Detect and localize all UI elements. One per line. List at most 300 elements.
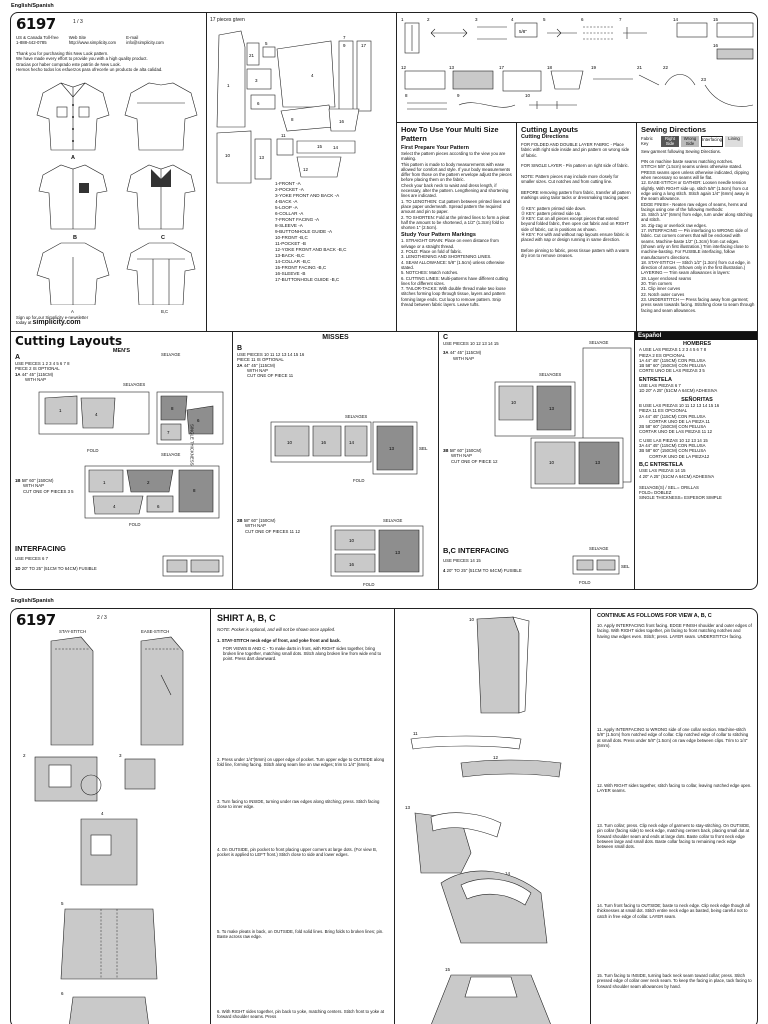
svg-text:10: 10 [549, 460, 555, 465]
svg-text:12: 12 [401, 65, 407, 70]
sewing-paragraph: 17. INTERFACING — Pin interfacing to WRONG side of fabric. Cut corners corners that will be enclosed with seams. Machine-baste 1/2" (1.3cm) from cut edges. (Shown only on first illustration.) Trim interfacing close to machine-basting. For FUSIBLE interfacing, follow manufacturer's directions. [641, 228, 749, 260]
thanks-en-2: We have made every effort to provide you with a high quality product. [16, 56, 148, 62]
step-2: 2. Press under 1/4"(6mm) on upper edge of pocket. Turn upper edge to OUTSIDE along fold line, forming facing. Stitch along seam line on raw edges; trim to 1/4" (6mm). [217, 757, 385, 768]
spanish-glossary: SELVAGE(S) / SEL.= ORILLAS [639, 484, 699, 490]
svg-text:6: 6 [157, 504, 160, 509]
misses-heading: MISSES [322, 334, 349, 341]
how-to-paragraph: 1. TO LENGTHEN: Cut pattern between printed lines and place paper underneath. Spread pattern the required amount and pin to paper. [401, 198, 510, 215]
spanish-line: 1B 58" 60" (150CM) CON PELUSA [639, 363, 707, 369]
layout-1b-nap: WITH NAP [23, 483, 45, 489]
svg-text:8: 8 [193, 488, 196, 493]
svg-text:4: 4 [95, 412, 98, 417]
sewing-paragraph: PRESS seams open unless otherwise indicated, clipping when necessary so seams will lie flat. [641, 169, 749, 181]
layout-2b-nap: WITH NAP [245, 523, 267, 529]
cutting-paragraph: ② KEY: pattern printed side Up. [521, 210, 582, 216]
step-6: 6. With RIGHT sides together, pin back to yoke, matching centers. Stitch front to yoke at forward shoulder seams. Press [217, 1009, 385, 1020]
layout-3b-width: 58" 60" (150CM) [449, 448, 482, 453]
svg-text:6: 6 [197, 418, 200, 423]
cutting-directions-text [521, 142, 632, 259]
svg-text:21: 21 [637, 65, 643, 70]
spanish-line: USE LAS PIEZAS 6 7 [639, 383, 681, 389]
shirt-view-c [127, 165, 195, 229]
svg-text:7: 7 [619, 17, 622, 22]
svg-text:21: 21 [249, 53, 255, 58]
bc-interfacing-heading: B,C INTERFACING [443, 546, 509, 555]
layout-3b-diagram [529, 436, 629, 494]
step-1-body: FOR VIEWS B AND C - To make darts in front, with RIGHT sides together, bring broken line together, matching small dots. Stitch along broken line from wide end to point. Press dart downward. [223, 645, 382, 662]
svg-text:6: 6 [257, 101, 260, 106]
svg-text:2: 2 [147, 480, 150, 485]
key-lining: Lining [725, 136, 743, 147]
svg-text:13: 13 [595, 460, 601, 465]
spanish-line: 4 20" A 25" (51CM A 64CM) ADHESIVA [639, 473, 715, 479]
svg-text:7: 7 [167, 430, 170, 435]
web-address[interactable]: http://www.simplicity.com [68, 40, 117, 46]
svg-text:9: 9 [457, 93, 460, 98]
fold-label: FOLD [363, 582, 375, 587]
cutting-paragraph: ① KEY: pattern printed side down. [521, 205, 587, 211]
layout-2b-width: 58" 60" (150CM) [243, 518, 276, 523]
mens-heading: MEN'S [112, 348, 131, 354]
cutting-paragraph: NOTE: Pattern pieces may include more closely for smaller sizes. Cut notches and from cutting line. [521, 173, 619, 185]
view-label-bc-back: B,C [161, 309, 169, 314]
layout-3a-number: 3A [443, 350, 449, 356]
svg-text:15: 15 [445, 967, 451, 972]
newsletter-line-1: Sign up for our Simplicity e-newsletter [16, 315, 89, 320]
pattern-pieces-column [207, 13, 397, 331]
svg-text:17: 17 [499, 65, 505, 70]
cutting-paragraph: FOR SINGLE LAYER - Pin pattern on right side of fabric. [521, 163, 629, 169]
step-12: 12. With RIGHT sides together, stitch facing to collar, leaving notched edge open. LAYER seams. [597, 783, 752, 794]
spanish-line: C USE LAS PIEZAS 10 12 13 14 15 [639, 437, 708, 443]
spanish-line: 2B 58" 60" (150CM) CON PELUSA [639, 424, 707, 430]
figure-1 [51, 637, 183, 745]
figure-12 [461, 760, 561, 777]
selvage-label: SELVAGE [161, 352, 181, 357]
sewing-paragraph: 16. Zig-zag or overlock raw edges. [641, 222, 707, 228]
symbols-diagram [397, 13, 758, 123]
how-to-paragraph: This pattern is made to body measurements with ease allowed for comfort and style. If your body measurements differ from those on the pattern envelope adjust the pieces before placing them on the fabric. [401, 161, 512, 183]
svg-text:19: 19 [591, 65, 597, 70]
view-label-a-back: A [71, 309, 74, 314]
phone-block [16, 35, 59, 46]
spanish-line: CORTAR UNO DE LA PIEZA 11 [649, 418, 710, 424]
spanish-line: CORTE UNO DE LAS PIEZAS 3 5 [639, 368, 705, 374]
spanish-line: 2A 44" 45" (115CM) CON PELUSA [639, 413, 706, 419]
piece-item: 6-COLLAR -A [275, 211, 304, 216]
spanish-line: 1A 44" 45" (115CM) CON PELUSA [639, 357, 706, 363]
piece-item: 1-FRONT -A [275, 181, 301, 186]
bc-interfacing-pieces: USE PIECES 14 15 [443, 558, 481, 563]
spanish-senoritas: SEÑORITAS [681, 396, 713, 403]
newsletter-line-2: today at [16, 320, 32, 326]
interfacing-pieces: USE PIECES 6 7 [15, 556, 48, 561]
svg-text:18: 18 [547, 65, 553, 70]
step-4: 4. On OUTSIDE, pin pocket to front placing upper corners at large dots. (For view B, pocket is applied to LEFT front.) Stitch close to side and lower edges. [217, 847, 378, 858]
marking-item: 2. FOLD: Place on fold of fabric. [401, 249, 463, 255]
svg-text:6: 6 [581, 17, 584, 22]
svg-text:12: 12 [303, 167, 309, 172]
sewing-directions-section [637, 123, 758, 331]
stay-stitch-label: STAY-STITCH [59, 629, 87, 634]
pattern-pieces-diagram [211, 27, 393, 187]
svg-text:10: 10 [511, 400, 517, 405]
key-wrong-side: Wrong Side [681, 136, 699, 147]
spanish-line: CORTAR UNO DE LA PIEZA12 [649, 453, 710, 459]
svg-text:23: 23 [701, 77, 707, 82]
sewing-directions-text [641, 149, 755, 313]
page-indicator: 1 / 3 [73, 19, 83, 25]
how-to-title: How To Use Your Multi Size Pattern [401, 125, 499, 143]
view-label-b: B [73, 235, 77, 241]
language-label: English/Spanish [11, 598, 54, 604]
svg-text:16: 16 [349, 562, 355, 567]
key-interfacing: Interfacing [701, 136, 723, 147]
selvage-label: SELVAGE [161, 452, 181, 457]
svg-text:14: 14 [673, 17, 679, 22]
symbol-18 [547, 65, 583, 89]
newsletter-text [16, 315, 88, 326]
layout-2b-diagram [329, 524, 429, 582]
sewing-paragraph: 19. Layer enclosed seams [641, 275, 692, 281]
sewing-paragraph: EDGE FINISH - Neaten raw edges of seams, hems and facings using one of the following methods: [641, 201, 748, 212]
svg-text:4: 4 [311, 73, 314, 78]
piece-item: 10-FRONT -B,C [275, 235, 308, 240]
view-b-heading: B [237, 345, 243, 352]
svg-text:4: 4 [511, 17, 514, 22]
sewing-paragraph: PIN on machine baste seams matching notches. [641, 159, 734, 165]
cutting-directions-heading: Cutting Directions [521, 134, 569, 140]
svg-text:13: 13 [549, 406, 555, 411]
figure-5 [61, 909, 157, 979]
key-right-side: Right Side [661, 136, 679, 147]
figure-4 [81, 819, 137, 885]
spanish-glossary: SINGLE THICKNESS= ESPESOR SIMPLE [639, 495, 722, 501]
layout-3b-note: CUT ONE OF PIECE 12 [451, 458, 498, 464]
layout-1a-nap: WITH NAP [25, 376, 47, 382]
step-14: 14. Turn front facing to OUTSIDE; baste to neck edge. Clip neck edge though all thicknesses at small dot. Stitch entire neck edge as basted, being careful not to catch in free edge of collar. LAYER seam. [597, 903, 750, 919]
figure-2 [35, 757, 101, 801]
view-a-note: PIECE 2 IS OPTIONAL [15, 366, 60, 372]
how-to-paragraph: Select the pattern pieces according to the view you are making. [401, 151, 506, 162]
fold-label: FOLD [579, 580, 591, 585]
piece-item: 3-YOKE FRONT AND BACK -A [275, 193, 340, 198]
cutting-layouts-title: Cutting Layouts [15, 334, 123, 348]
view-a-heading: A [15, 354, 21, 361]
bc-interfacing-diagram [571, 554, 631, 578]
svg-text:13: 13 [389, 446, 395, 451]
svg-text:13: 13 [405, 805, 411, 810]
spanish-line: B USE LAS PIEZAS 10 11 12 13 14 15 16 [639, 402, 720, 408]
pattern-number: 6197 [16, 611, 56, 629]
pieces-given: 17 pieces given [210, 17, 245, 23]
piece-item: 7-FRONT FACING -A [275, 217, 320, 222]
symbol-6 [581, 17, 613, 39]
sewing-paragraph: 22. Notch outer curves [641, 291, 685, 297]
cutting-paragraph: ④ KEY: For with and without nap layouts ensure fabric is placed with nap or design running in same direction. [521, 232, 629, 243]
svg-text:4: 4 [113, 504, 116, 509]
bc-interfacing-4-number: 4 [443, 568, 446, 573]
svg-text:11: 11 [281, 133, 286, 138]
symbol-2 [427, 17, 467, 37]
language-label: English/Spanish [11, 3, 54, 9]
spanish-line: 3A 44" 45" (115CM) CON PELUSA [639, 443, 706, 449]
svg-text:5: 5 [61, 901, 64, 906]
symbol-3 [475, 17, 507, 39]
first-prepare-heading: First Prepare Your Pattern [401, 145, 469, 151]
symbol-14-16 [673, 17, 753, 59]
spanish-line: USE LAS PIEZAS 14 15 [639, 468, 686, 474]
cutting-paragraph: BEFORE removing pattern from fabric, transfer all pattern markings using tailor tacks or dressmaking tracing paper. [521, 189, 631, 200]
misses-view-c-layout [439, 332, 635, 590]
spanish-text [635, 340, 758, 503]
cutting-paragraph: Before pinning to fabric, press tissue pattern with a warm dry iron to remove creases. [521, 247, 630, 259]
layout-3a-width: 44" 45" (115CM) [449, 350, 482, 356]
interfacing-1d [15, 566, 97, 571]
single-thickness-label: SINGLE THICKNESS [189, 424, 195, 466]
layout-1b-number: 1B [15, 478, 21, 483]
piece-item: 17-BUTTONHOLE GUIDE -B,C [275, 277, 340, 282]
spanish-section [635, 332, 758, 590]
view-label-c: C [161, 235, 165, 241]
spanish-bc-entretela: B,C ENTRETELA [639, 461, 683, 468]
fabric-key-label: Fabric Key [641, 136, 653, 147]
view-sketches [31, 75, 201, 305]
svg-text:8: 8 [405, 93, 408, 98]
piece-item: 9-BUTTONHOLE GUIDE -A [275, 229, 333, 234]
layout-1b-diagram [83, 464, 223, 524]
svg-text:5/8": 5/8" [519, 29, 527, 34]
piece-list [275, 181, 346, 283]
svg-text:10: 10 [525, 93, 531, 98]
email-label: E-mail [126, 35, 139, 40]
view-label-a: A [71, 155, 75, 161]
svg-text:16: 16 [321, 440, 327, 445]
svg-text:1: 1 [227, 83, 230, 88]
sewing-directions-heading: Sewing Directions [641, 125, 707, 134]
piece-item: 16-SLEEVE -B [275, 271, 306, 276]
interfacing-1d-text: 20" TO 25" (51CM TO 64CM) FUSIBLE [21, 566, 97, 571]
contact-row [16, 35, 206, 46]
spanish-hombres: HOMBRES [682, 341, 712, 347]
view-b-pieces: USE PIECES 10 11 12 13 14 15 16 [237, 352, 305, 357]
svg-text:12: 12 [493, 755, 499, 760]
figure-10 [477, 617, 529, 713]
sewing-paragraph: STITCH 5/8" (1.5cm) seams unless otherwise stated. [641, 164, 743, 170]
layout-2a-note: CUT ONE OF PIECE 11 [247, 373, 294, 379]
mens-layout [11, 332, 233, 590]
how-to-use-section [397, 123, 517, 331]
marking-item: 1. STRAIGHT GRAIN: Place on even distance from selvage or a straight thread. [401, 238, 499, 249]
figure-11 [411, 736, 521, 749]
symbol-5 [543, 17, 577, 37]
sewing-paragraph: 18. STAY-STITCH — Stitch 1/2" (1.3cm) from cut edge, in direction of arrows. (Shown only in the first illustration.) [641, 259, 751, 271]
svg-text:13: 13 [449, 65, 455, 70]
brand-link[interactable]: simplicity.com [32, 319, 81, 327]
phone-number: 1-888-442-0785 [16, 40, 47, 46]
svg-text:22: 22 [663, 65, 669, 70]
svg-text:3: 3 [475, 17, 478, 22]
step-illustrations [21, 635, 207, 1024]
email-block [126, 35, 164, 46]
selvages-label: SELVAGES [539, 372, 562, 377]
piece-item: 14-COLLAR -B,C [275, 259, 311, 264]
figure-13 [415, 813, 501, 873]
view-a-pieces: USE PIECES 1 2 3 4 5 6 7 8 [15, 361, 70, 366]
page-indicator: 2 / 3 [97, 615, 107, 621]
svg-text:10: 10 [225, 153, 231, 158]
layout-3b-nap: WITH NAP [451, 453, 473, 459]
how-to-text [401, 151, 512, 230]
layout-2a-width: 44" 45" (115CM) [243, 362, 276, 368]
shirt-view-b [39, 165, 107, 229]
svg-text:1: 1 [103, 480, 106, 485]
continue-steps-column [591, 609, 758, 1024]
layout-2a-nap: WITH NAP [247, 367, 269, 373]
marking-item: 4. SEAM ALLOWANCE: 5/8" (1.5cm) unless otherwise stated. [401, 259, 505, 270]
thanks-en: Thank you for purchasing this New Look pattern. [16, 51, 109, 56]
illustrations-column [11, 609, 211, 1024]
phone-label: US & Canada Toll-free [16, 35, 59, 40]
layout-1a-width: 44" 45" (115CM) [21, 371, 54, 377]
layout-2a-number: 2A [237, 362, 243, 368]
symbol-19-22 [591, 65, 695, 85]
figure-15 [431, 975, 551, 1024]
symbol-4 [511, 17, 537, 37]
study-markings-heading: Study Your Pattern Markings [401, 232, 476, 239]
collar-illustrations [401, 613, 587, 1024]
step-11: 11. Apply INTERFACING to WRONG side of one collar section. Machine-stitch 5/8" (1.5cm) from notched edge of collar. Clip notched edge of collar to stitching at small dots. Press under 5/8" (1.5cm) on raw edge between clips. Trim to 1/4" (6mm). [597, 727, 749, 748]
spanish-line: A USE LAS PIEZAS 1 2 3 4 5 6 7 8 [639, 347, 707, 353]
espanol-tab[interactable]: Español [635, 332, 758, 340]
symbol-17 [499, 65, 541, 91]
marking-item: 6. CUTTING LINES: Multi-patterns have different cutting lines for different sizes. [401, 275, 508, 286]
continue-title: CONTINUE AS FOLLOWS FOR VIEW A, B, C [597, 613, 712, 619]
svg-text:14: 14 [349, 440, 355, 445]
sewing-paragraph: 15. Stitch 1/4" (6mm) from edge, turn under along stitching and stitch. [641, 212, 753, 223]
step-5: 5. To make pleats in back, on OUTSIDE, fold solid lines. Bring folds to broken lines; pin. Baste across raw edge. [217, 929, 384, 940]
fold-label: FOLD [87, 448, 99, 453]
piece-item: 8-SLEEVE -A [275, 223, 303, 228]
fabric-key [641, 136, 755, 147]
cutting-layouts-heading: Cutting Layouts [521, 125, 579, 134]
svg-text:8: 8 [291, 117, 294, 122]
view-c-pieces: USE PIECES 10 12 13 14 15 [443, 341, 499, 346]
svg-text:4: 4 [101, 811, 104, 816]
cutting-layouts-band [11, 331, 758, 590]
step-10: 10. Apply INTERFACING front facing. EDGE FINISH shoulder and outer edges of facing. With RIGHT sides together, pin facing to front matching notches and having raw edges even. Stitch; press. LAYER seam. UNDERSTITCH facing. [597, 623, 752, 639]
svg-text:8: 8 [171, 406, 174, 411]
piece-item: 11-POCKET -B [275, 241, 306, 246]
spanish-line: PIEZA 11 ES OPCIONAL [639, 408, 688, 414]
svg-text:3: 3 [119, 753, 122, 758]
piece-item: 4-BACK -A [275, 199, 298, 204]
svg-text:1: 1 [59, 408, 62, 413]
shirt-title: SHIRT A, B, C [217, 613, 276, 623]
svg-text:1: 1 [401, 17, 404, 22]
interfacing-1d-number: 1D [15, 566, 21, 571]
cutting-paragraph: FOR FOLDED AND DOUBLE LAYER FABRIC - Place fabric with right side inside and pin pattern on wrong side of fabric. [521, 142, 630, 158]
symbol-13 [449, 65, 493, 89]
svg-text:13: 13 [259, 155, 265, 160]
svg-text:3: 3 [255, 78, 258, 83]
selvages-label: SELVAGES [345, 414, 368, 419]
marking-item: 3. LENGTHENING AND SHORTENING LINES. [401, 254, 492, 260]
svg-text:17: 17 [361, 43, 367, 48]
svg-text:5: 5 [543, 17, 546, 22]
svg-text:13: 13 [395, 550, 401, 555]
sewing-paragraph: 23. UNDERSTITCH — Press facing away from garment; press seam towards facing. Stitching close to seam through facing and seam allowances. [641, 296, 755, 313]
svg-text:SEL: SEL [419, 446, 428, 451]
svg-text:10: 10 [349, 538, 355, 543]
step-3: 3. Turn facing to INSIDE, turning under raw edges along stitching; press. Stitch facing close to inner edge. [217, 799, 380, 810]
sewing-paragraph: LAYERING — Trim seam allowances in layers: [641, 270, 730, 276]
thanks-es-2: Hemos hecho todos los esfuerzos para ofrecerle un producto de alta calidad. [16, 66, 163, 72]
cover-column [11, 13, 207, 331]
svg-text:6: 6 [61, 991, 64, 996]
piece-item: 2-POCKET -A [275, 187, 304, 192]
pocket-note: NOTE: Pocket is optional, and will not be shown once applied. [217, 627, 336, 632]
shirt-view-a-back [125, 83, 197, 150]
fold-label: FOLD [129, 522, 141, 527]
svg-text:16: 16 [713, 43, 719, 48]
layout-1b-width: 58" 60" (150CM) [21, 478, 54, 483]
svg-text:15: 15 [713, 17, 719, 22]
layout-1a-number: 1A [15, 371, 21, 377]
how-to-paragraph: 2. TO SHORTEN: Fold at the printed lines to form a pleat half the amount to be shortened, a 1/2" (1.3cm) fold to shorten 1" (2.5cm). [401, 214, 510, 231]
cutting-paragraph: ③ KEY: Cut on all pieces except pieces that extend beyond folded fabric, then open out fabric and on RIGHT side of fabric, cut in positions as shown. [521, 216, 629, 232]
layout-3a-nap: WITH NAP [453, 355, 475, 361]
sewing-paragraph: 12. EASE-STITCH or GATHER: Loosen needle tension slightly. With RIGHT side up, stitch 5/8" (1.5cm) from cut edge using a long stitch. Stitch again 1/4" (6mm) away in the seam allowance. [641, 180, 750, 202]
shirt-view-a-front [37, 83, 109, 150]
layout-3b-number: 3B [443, 448, 449, 453]
spanish-line: 3B 58" 60" (150CM) CON PELUSA [639, 448, 707, 454]
shirt-back-bc [127, 243, 195, 305]
web-label: Web Site [68, 35, 87, 40]
markings-text [401, 238, 512, 307]
figure-14 [441, 871, 547, 943]
figure-6 [69, 997, 149, 1024]
svg-text:2: 2 [427, 17, 430, 22]
layout-1a-diagram [37, 390, 227, 446]
selvage-label: SELVAGE [383, 518, 403, 523]
email-address[interactable]: info@simplicity.com [126, 40, 164, 46]
marking-item: 7. TAILOR-TACKS: With double thread make two loose stitches forming loop through tissue, layers and pattern forming large ends. Cut loop to remove pattern. Snip thread between fabric layers. Leave tufts. [401, 286, 506, 308]
svg-text:7: 7 [343, 35, 346, 40]
svg-text:2: 2 [23, 753, 26, 758]
layout-1b-note: CUT ONE OF PIECES 3 5 [23, 488, 74, 494]
step-1-heading: 1. STAY-STITCH neck edge of front, and yoke front and back. [217, 638, 341, 644]
svg-text:14: 14 [333, 145, 339, 150]
svg-text:15: 15 [317, 144, 323, 149]
piece-item: 13-BACK -B,C [275, 253, 305, 258]
svg-text:11: 11 [413, 731, 418, 736]
symbol-1 [401, 17, 419, 53]
symbol-8-10 [405, 93, 577, 109]
figure-3 [125, 759, 155, 789]
selvages-label: SELVAGES [123, 382, 146, 387]
step-13: 13. Turn collar; press. Clip neck edge of garment to stay-stitching. On OUTSIDE, pin collar (facing side) to neck edge, matching centers back, placing small dot at forward shoulder seam and ends at large dots. Baste collar to front neck edge between large and small dots. Baste collar facing to remaining neck edge between small dots. [597, 823, 751, 850]
fold-label: FOLD [353, 478, 365, 483]
symbol-illustrations [397, 13, 758, 123]
collar-illustrations-column [395, 609, 591, 1024]
ease-stitch-label: EASE-STITCH [141, 629, 170, 634]
spanish-glossary: FOLD= DOBLEZ [639, 490, 672, 496]
piece-item: 12-YOKE FRONT AND BACK -B,C [275, 247, 347, 252]
symbol-12 [401, 65, 445, 89]
svg-text:SEL: SEL [621, 564, 630, 569]
selvage-label: SELVAGE [589, 546, 609, 551]
